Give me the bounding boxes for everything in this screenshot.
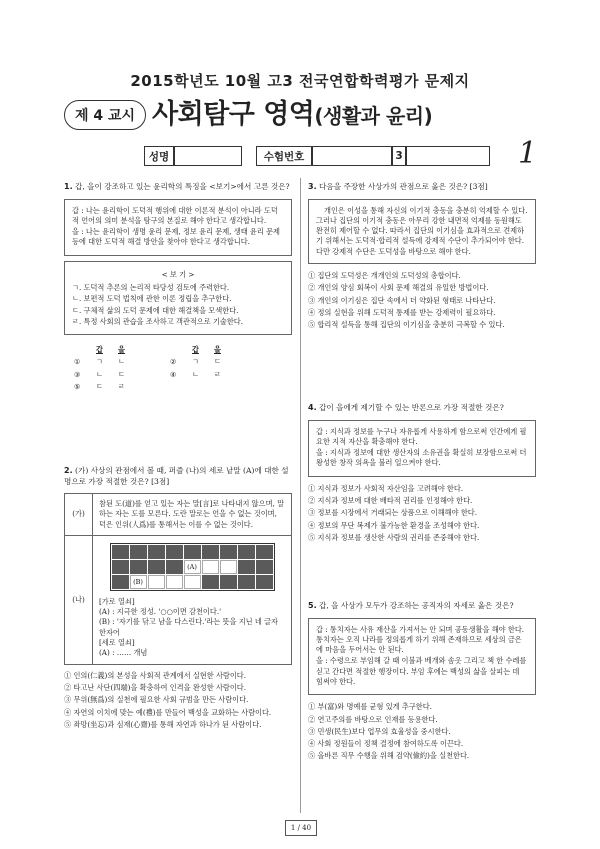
option[interactable]: ③ 민생(民生)보다 업무의 효율성을 중시한다. xyxy=(308,726,451,736)
page-footer: 1 / 40 xyxy=(285,820,317,836)
puzzle-cell-filled xyxy=(112,545,129,559)
option[interactable]: ③ 정보를 시장에서 거래되는 상품으로 이해해야 한다. xyxy=(308,508,477,518)
q3-passage: 개인은 이성을 통해 자신의 이기적 충동을 충분히 억제할 수 있다. 그러나 집단의 이기적 충동은 아무리 강한 내면적 억제를 동원해도 완전히 제어할 수 없다. 따라서 집단의 이기심을 효과적으로 견제하기 위해서는 도덕적·합리적 설득에 강제적 수단이 추가되어야 한다. 다만 강제적 수단은 도덕성을 바탕으로 해야 한다. xyxy=(308,199,536,264)
question-2 xyxy=(64,466,292,732)
option[interactable]: ① 부(富)와 명예를 균형 있게 추구한다. xyxy=(308,702,432,712)
bogi-label: < 보 기 > xyxy=(161,269,195,279)
name-label: 성명 xyxy=(144,146,174,166)
puzzle-cell-filled xyxy=(256,545,273,559)
puzzle-cell-filled xyxy=(202,545,219,559)
option[interactable]: ② 연고주의를 바탕으로 인재를 등용한다. xyxy=(308,714,438,724)
option[interactable]: ④ 자연의 이치에 맞는 예(禮)를 만들어 백성을 교화하는 사람이다. xyxy=(64,707,272,717)
clue-line: (B) : '자기를 닦고 남을 다스린다.'라는 뜻을 지닌 네 글자 한자어 xyxy=(99,617,278,637)
clue-line: [세로 열쇠] xyxy=(99,638,135,648)
q1-answers: 갑 을 갑 을 ① ㄱ ㄴ ② ㄱ ㄷ ③ ㄴ ㄷ ④ ㄴ ㄹ ⑤ ㄷ ㄹ xyxy=(74,345,221,392)
option[interactable]: ① 지식과 정보가 사회적 자산임을 고려해야 한다. xyxy=(308,483,464,493)
period-badge: 제 4 교시 xyxy=(64,100,146,130)
exam-title: 2015학년도 10월 고3 전국연합학력평가 문제지 xyxy=(130,72,470,90)
clue-line: (A) : …… 개념 xyxy=(99,648,148,658)
q5-options xyxy=(308,702,536,761)
subject-sub: (생활과 윤리) xyxy=(314,104,433,128)
option[interactable]: ⑤ 합리적 설득을 통해 집단의 이기심을 충분히 극복할 수 있다. xyxy=(308,320,505,330)
q3-title: 3. 다음을 주장한 사상가의 관점으로 옳은 것은? [3점] xyxy=(308,182,488,191)
puzzle-cell-filled xyxy=(202,575,219,589)
q4-speaker-b: 을 : 지식과 정보에 대한 생산자의 소유권을 확실히 보장함으로써 더 왕성한 창작 의욕을 불러 일으켜야 한다. xyxy=(316,448,527,468)
puzzle-cell-filled xyxy=(238,575,255,589)
puzzle-cell-filled xyxy=(238,545,255,559)
q2-table xyxy=(64,493,292,665)
q5-passage xyxy=(308,618,536,696)
option[interactable]: ④ 사회 정원들이 정책 결정에 참여하도록 이끈다. xyxy=(308,739,464,749)
q2-title: 2. (가) 사상의 관점에서 볼 때, 퍼즐 (나)의 세로 낱말 (A)에 대한 설명으로 가장 적절한 것은? [3점] xyxy=(64,466,289,486)
q4-passage xyxy=(308,420,536,477)
option[interactable]: ② 타고난 사단(四端)을 확충하여 인격을 완성한 사람이다. xyxy=(64,682,247,692)
crossword-puzzle xyxy=(99,543,285,591)
puzzle-cell-filled xyxy=(256,575,273,589)
puzzle-cell-filled xyxy=(220,545,237,559)
column-divider xyxy=(300,178,301,813)
puzzle-cell-filled xyxy=(256,560,273,574)
exam-no-label: 수험번호 xyxy=(256,146,312,166)
puzzle-cell-blank xyxy=(220,560,237,574)
option[interactable]: ② 지식과 정보에 대한 배타적 권리를 인정해야 한다. xyxy=(308,495,473,505)
q5-speaker-b: 을 : 수령으로 부임해 갈 때 이불과 베개와 솜옷 그리고 책 한 수레를 싣고 간다면 적절한 행장이다. 부임 후에는 백성의 삶을 살피는 데 힘써야 한다. xyxy=(316,656,527,686)
option[interactable]: ⑤ 좌망(坐忘)과 심재(心齋)를 통해 자연과 하나가 된 사람이다. xyxy=(64,719,262,729)
puzzle-cell-filled xyxy=(184,545,201,559)
puzzle-cell-blank xyxy=(184,575,201,589)
q1-bogi xyxy=(64,261,292,335)
q2-options xyxy=(64,671,292,730)
puzzle-cell-blank xyxy=(202,560,219,574)
clue-line: (A) : 지극한 정성. '○○이면 감천이다.' xyxy=(99,607,222,617)
q2-na-label: (나) xyxy=(65,535,93,664)
q1-passage xyxy=(64,199,292,256)
q1-speaker-a: 갑 : 나는 윤리학이 도덕적 행위에 대한 이론적 분석이 아니라 도덕적 언어의 의미 분석을 탐구의 본질로 해야 한다고 생각합니다. xyxy=(72,205,278,225)
q1-speaker-b: 을 : 나는 윤리학이 생명 윤리 문제, 정보 윤리 문제, 생태 윤리 문제 등에 대한 도덕적 해결 방안을 찾아야 한다고 생각합니다. xyxy=(72,227,280,247)
puzzle-cell-filled xyxy=(130,545,147,559)
name-field[interactable] xyxy=(174,146,242,166)
info-row xyxy=(144,146,490,166)
option[interactable]: ④ 정보의 무단 복제가 불가능한 환경을 조성해야 한다. xyxy=(308,520,480,530)
exam-no-field-2[interactable] xyxy=(406,146,490,166)
puzzle-cell-filled xyxy=(112,560,129,574)
bogi-item: ㄹ. 특정 사회의 관습을 조사하고 객관적으로 기술한다. xyxy=(72,316,244,326)
subject-title xyxy=(152,92,432,131)
q4-speaker-a: 갑 : 지식과 정보를 누구나 자유롭게 사용하게 함으로써 인간에게 필요한 지적 자산을 확충해야 한다. xyxy=(316,426,527,446)
option[interactable]: ④ 정의 실현을 위해 도덕적 통제를 받는 강제력이 필요하다. xyxy=(308,307,496,317)
q2-ga-label: (가) xyxy=(65,494,93,536)
bogi-item: ㄴ. 보편적 도덕 법칙에 관한 이론 정립을 추구한다. xyxy=(72,294,232,304)
bogi-item: ㄷ. 구체적 삶의 도덕 문제에 대한 해결책을 모색한다. xyxy=(72,305,239,315)
puzzle-cell-filled xyxy=(238,560,255,574)
option[interactable]: ② 개인의 양심 회복이 사회 문제 해결의 유일한 방법이다. xyxy=(308,283,489,293)
subject-main: 사회탐구 영역 xyxy=(152,99,315,130)
clue-line: [가로 열쇠] xyxy=(99,596,135,606)
puzzle-cell-filled xyxy=(148,560,165,574)
q4-options xyxy=(308,484,536,543)
page-number: 1 xyxy=(518,136,538,171)
option[interactable]: ③ 무위(無爲)의 실천에 필요한 사회 규범을 만든 사람이다. xyxy=(64,695,249,705)
question-1 xyxy=(64,182,292,392)
puzzle-cell-filled xyxy=(130,560,147,574)
exam-no-digit: 3 xyxy=(392,146,406,166)
q1-title: 1. 갑, 을이 강조하고 있는 윤리학의 특징을 <보기>에서 고른 것은? xyxy=(64,182,290,191)
puzzle-cell-filled xyxy=(166,545,183,559)
option[interactable]: ① 인의(仁義)의 본성을 사회적 관계에서 실현한 사람이다. xyxy=(64,670,247,680)
puzzle-cell-blank xyxy=(166,575,183,589)
q5-title: 5. 갑, 을 사상가 모두가 강조하는 공직자의 자세로 옳은 것은? xyxy=(308,601,514,610)
question-4 xyxy=(308,403,536,545)
question-3 xyxy=(308,182,536,332)
q2-ga-text: 참된 도(道)를 얻고 있는 자는 말[言]로 나타내지 않으며, 말하는 자는 도를 모른다. 도란 말로는 언을 수 없는 것이며, 덕은 인위(人爲)를 통해서는 이를 수 없는 것이다. xyxy=(93,494,292,536)
option[interactable]: ⑤ 올바른 직무 수행을 위해 검약(儉約)을 실천한다. xyxy=(308,751,470,761)
puzzle-cell-a: (A) xyxy=(184,560,201,574)
option[interactable]: ① 집단의 도덕성은 개개인의 도덕성의 총합이다. xyxy=(308,270,461,280)
puzzle-cell-filled xyxy=(112,575,129,589)
option[interactable]: ③ 개인의 이기심은 집단 속에서 더 약화된 형태로 나타난다. xyxy=(308,295,496,305)
q4-title: 4. 갑이 을에게 제기할 수 있는 반론으로 가장 적절한 것은? xyxy=(308,403,504,412)
puzzle-cell-filled xyxy=(148,545,165,559)
puzzle-cell-b: (B) xyxy=(130,575,147,589)
question-5 xyxy=(308,601,536,764)
bogi-item: ㄱ. 도덕적 추론의 논리적 타당성 검토에 주력한다. xyxy=(72,282,230,292)
q3-options xyxy=(308,271,536,330)
puzzle-cell-filled xyxy=(220,575,237,589)
exam-no-field[interactable] xyxy=(312,146,392,166)
q5-speaker-a: 갑 : 통치자는 사유 재산을 가져서는 안 되며 공동생활을 해야 한다. 통치자는 오직 나라를 정의롭게 하기 위해 존재하므로 세상의 금은에 마음을 두어서는 안 된다. xyxy=(316,624,525,655)
option[interactable]: ⑤ 지식과 정보를 생산한 사람의 권리를 존중해야 한다. xyxy=(308,532,480,542)
puzzle-cell-filled xyxy=(166,560,183,574)
puzzle-cell-blank xyxy=(148,575,165,589)
